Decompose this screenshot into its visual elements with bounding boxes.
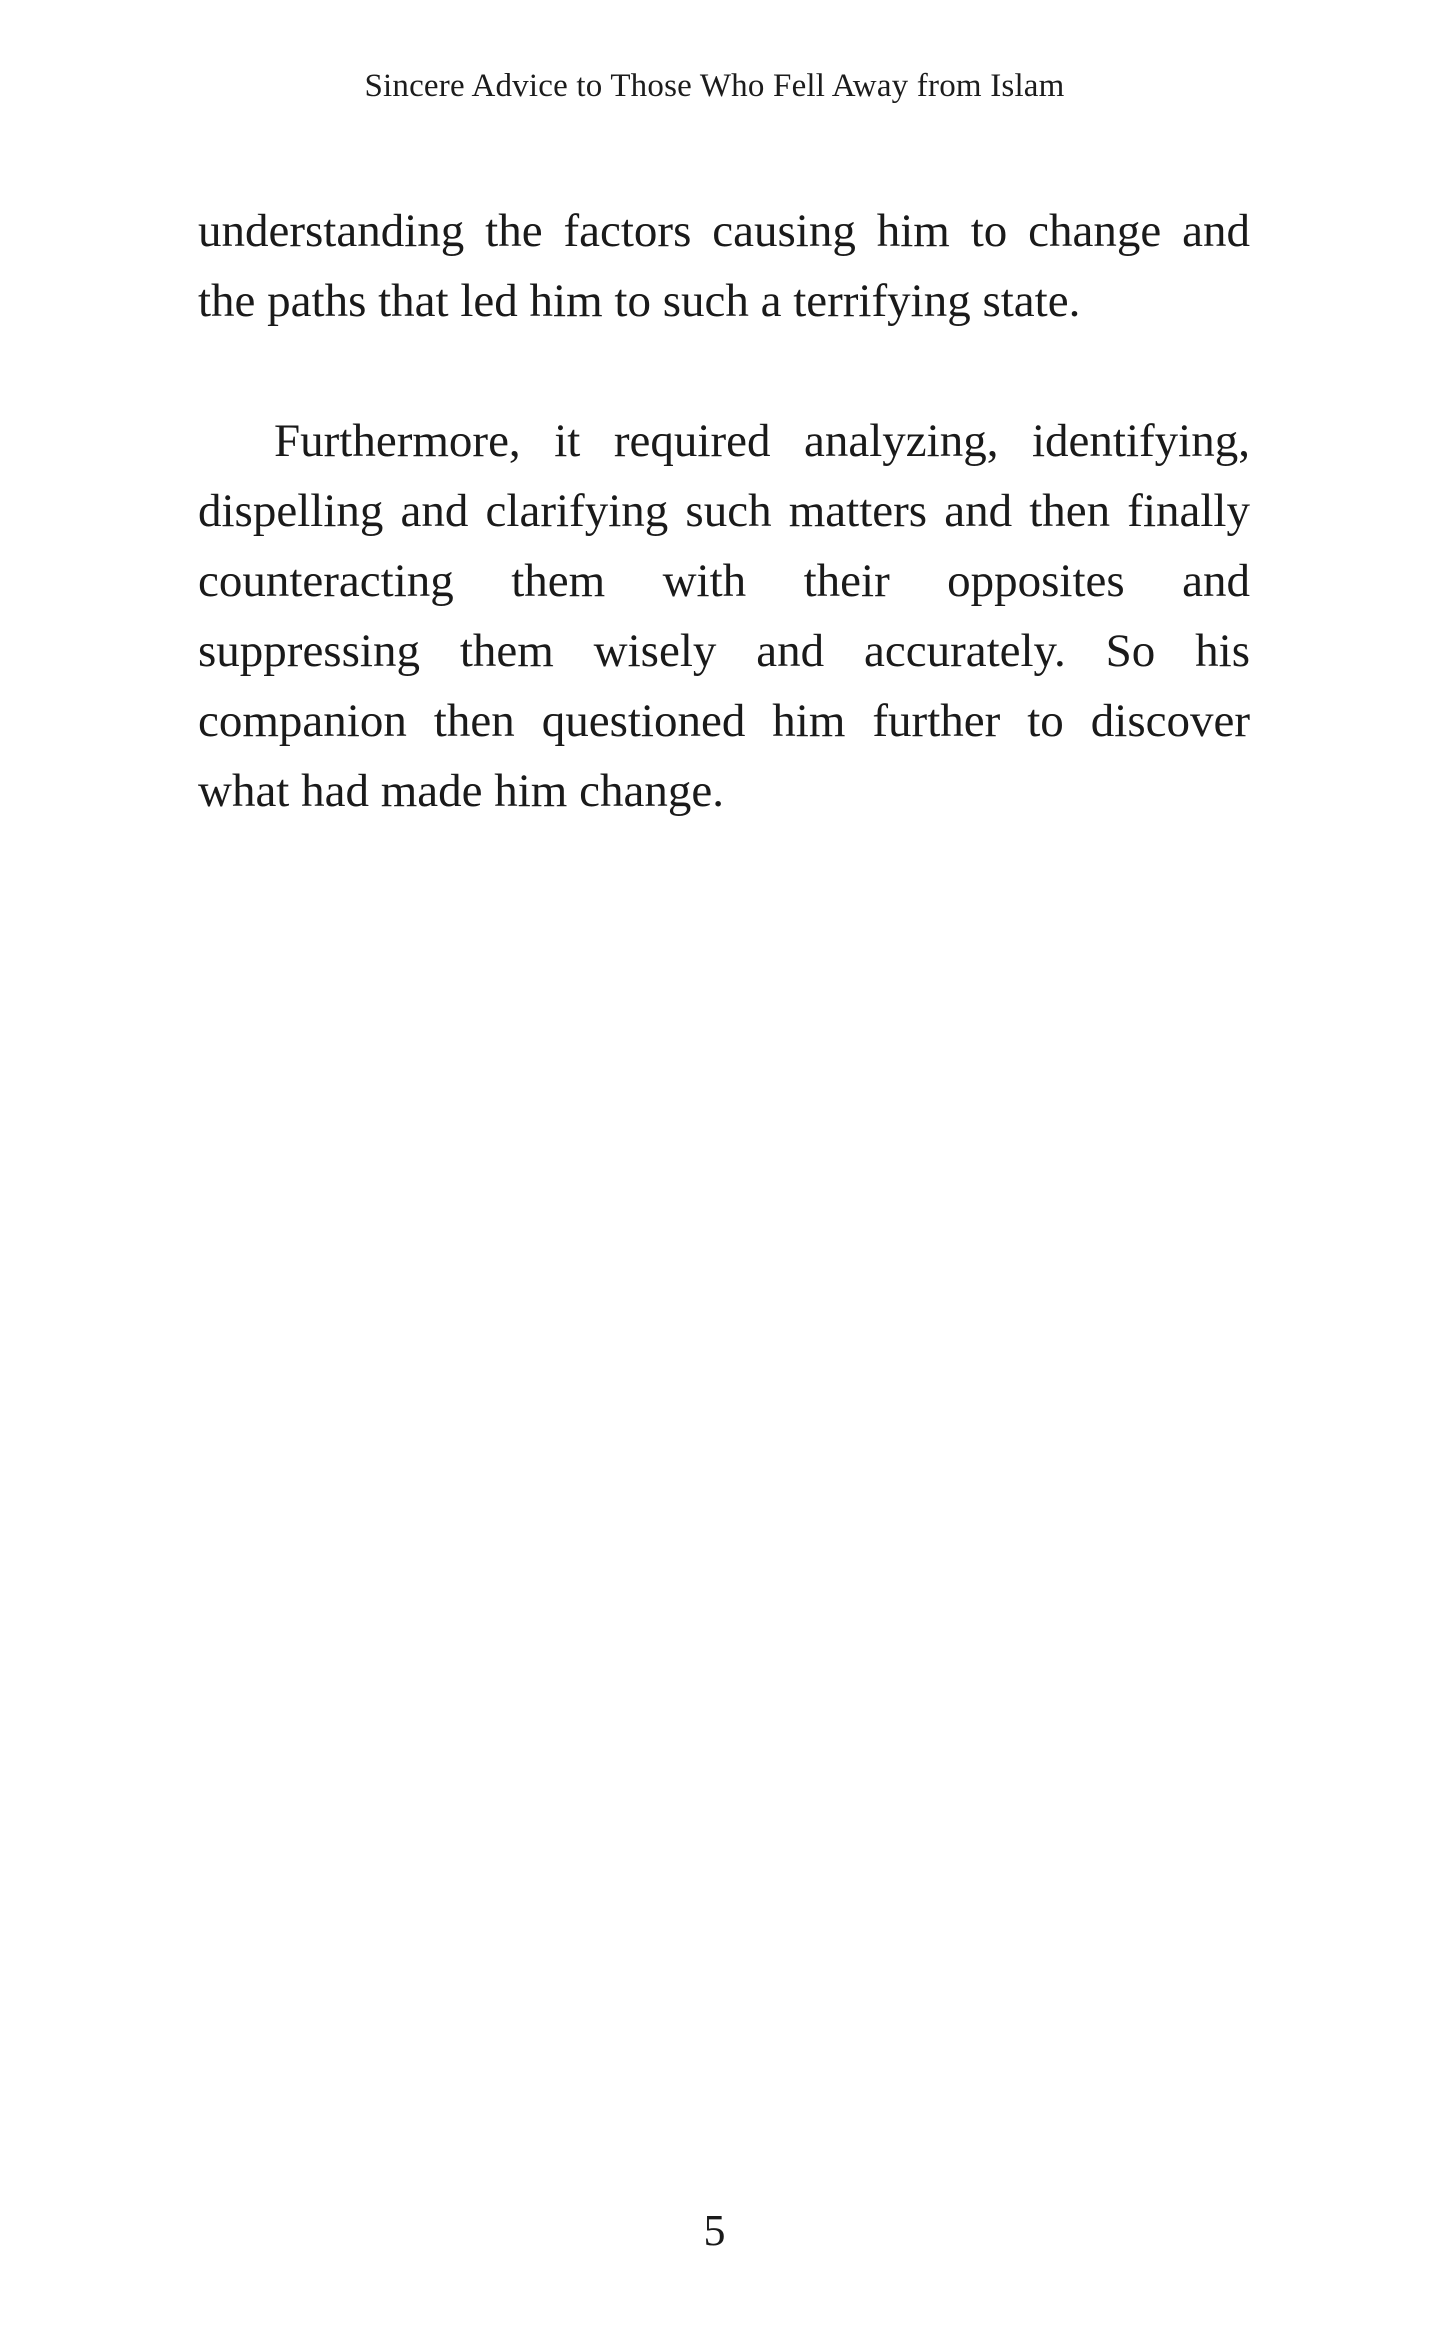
paragraph-gap (198, 336, 1250, 406)
body-text (198, 196, 1250, 826)
paragraph: Furthermore, it required analyzing, identifying, dispelling and clarifying such matters and then finally counteracting them with their opposites and suppressing them wisely and accurately. So his companion then questioned him further to discover what had made him change. (198, 415, 1250, 817)
paragraph-continuation: understanding the factors causing him to change and the paths that led him to such a terrifying state. (198, 205, 1250, 327)
page-number: 5 (703, 2206, 726, 2255)
running-header: Sincere Advice to Those Who Fell Away from Islam (364, 68, 1065, 104)
